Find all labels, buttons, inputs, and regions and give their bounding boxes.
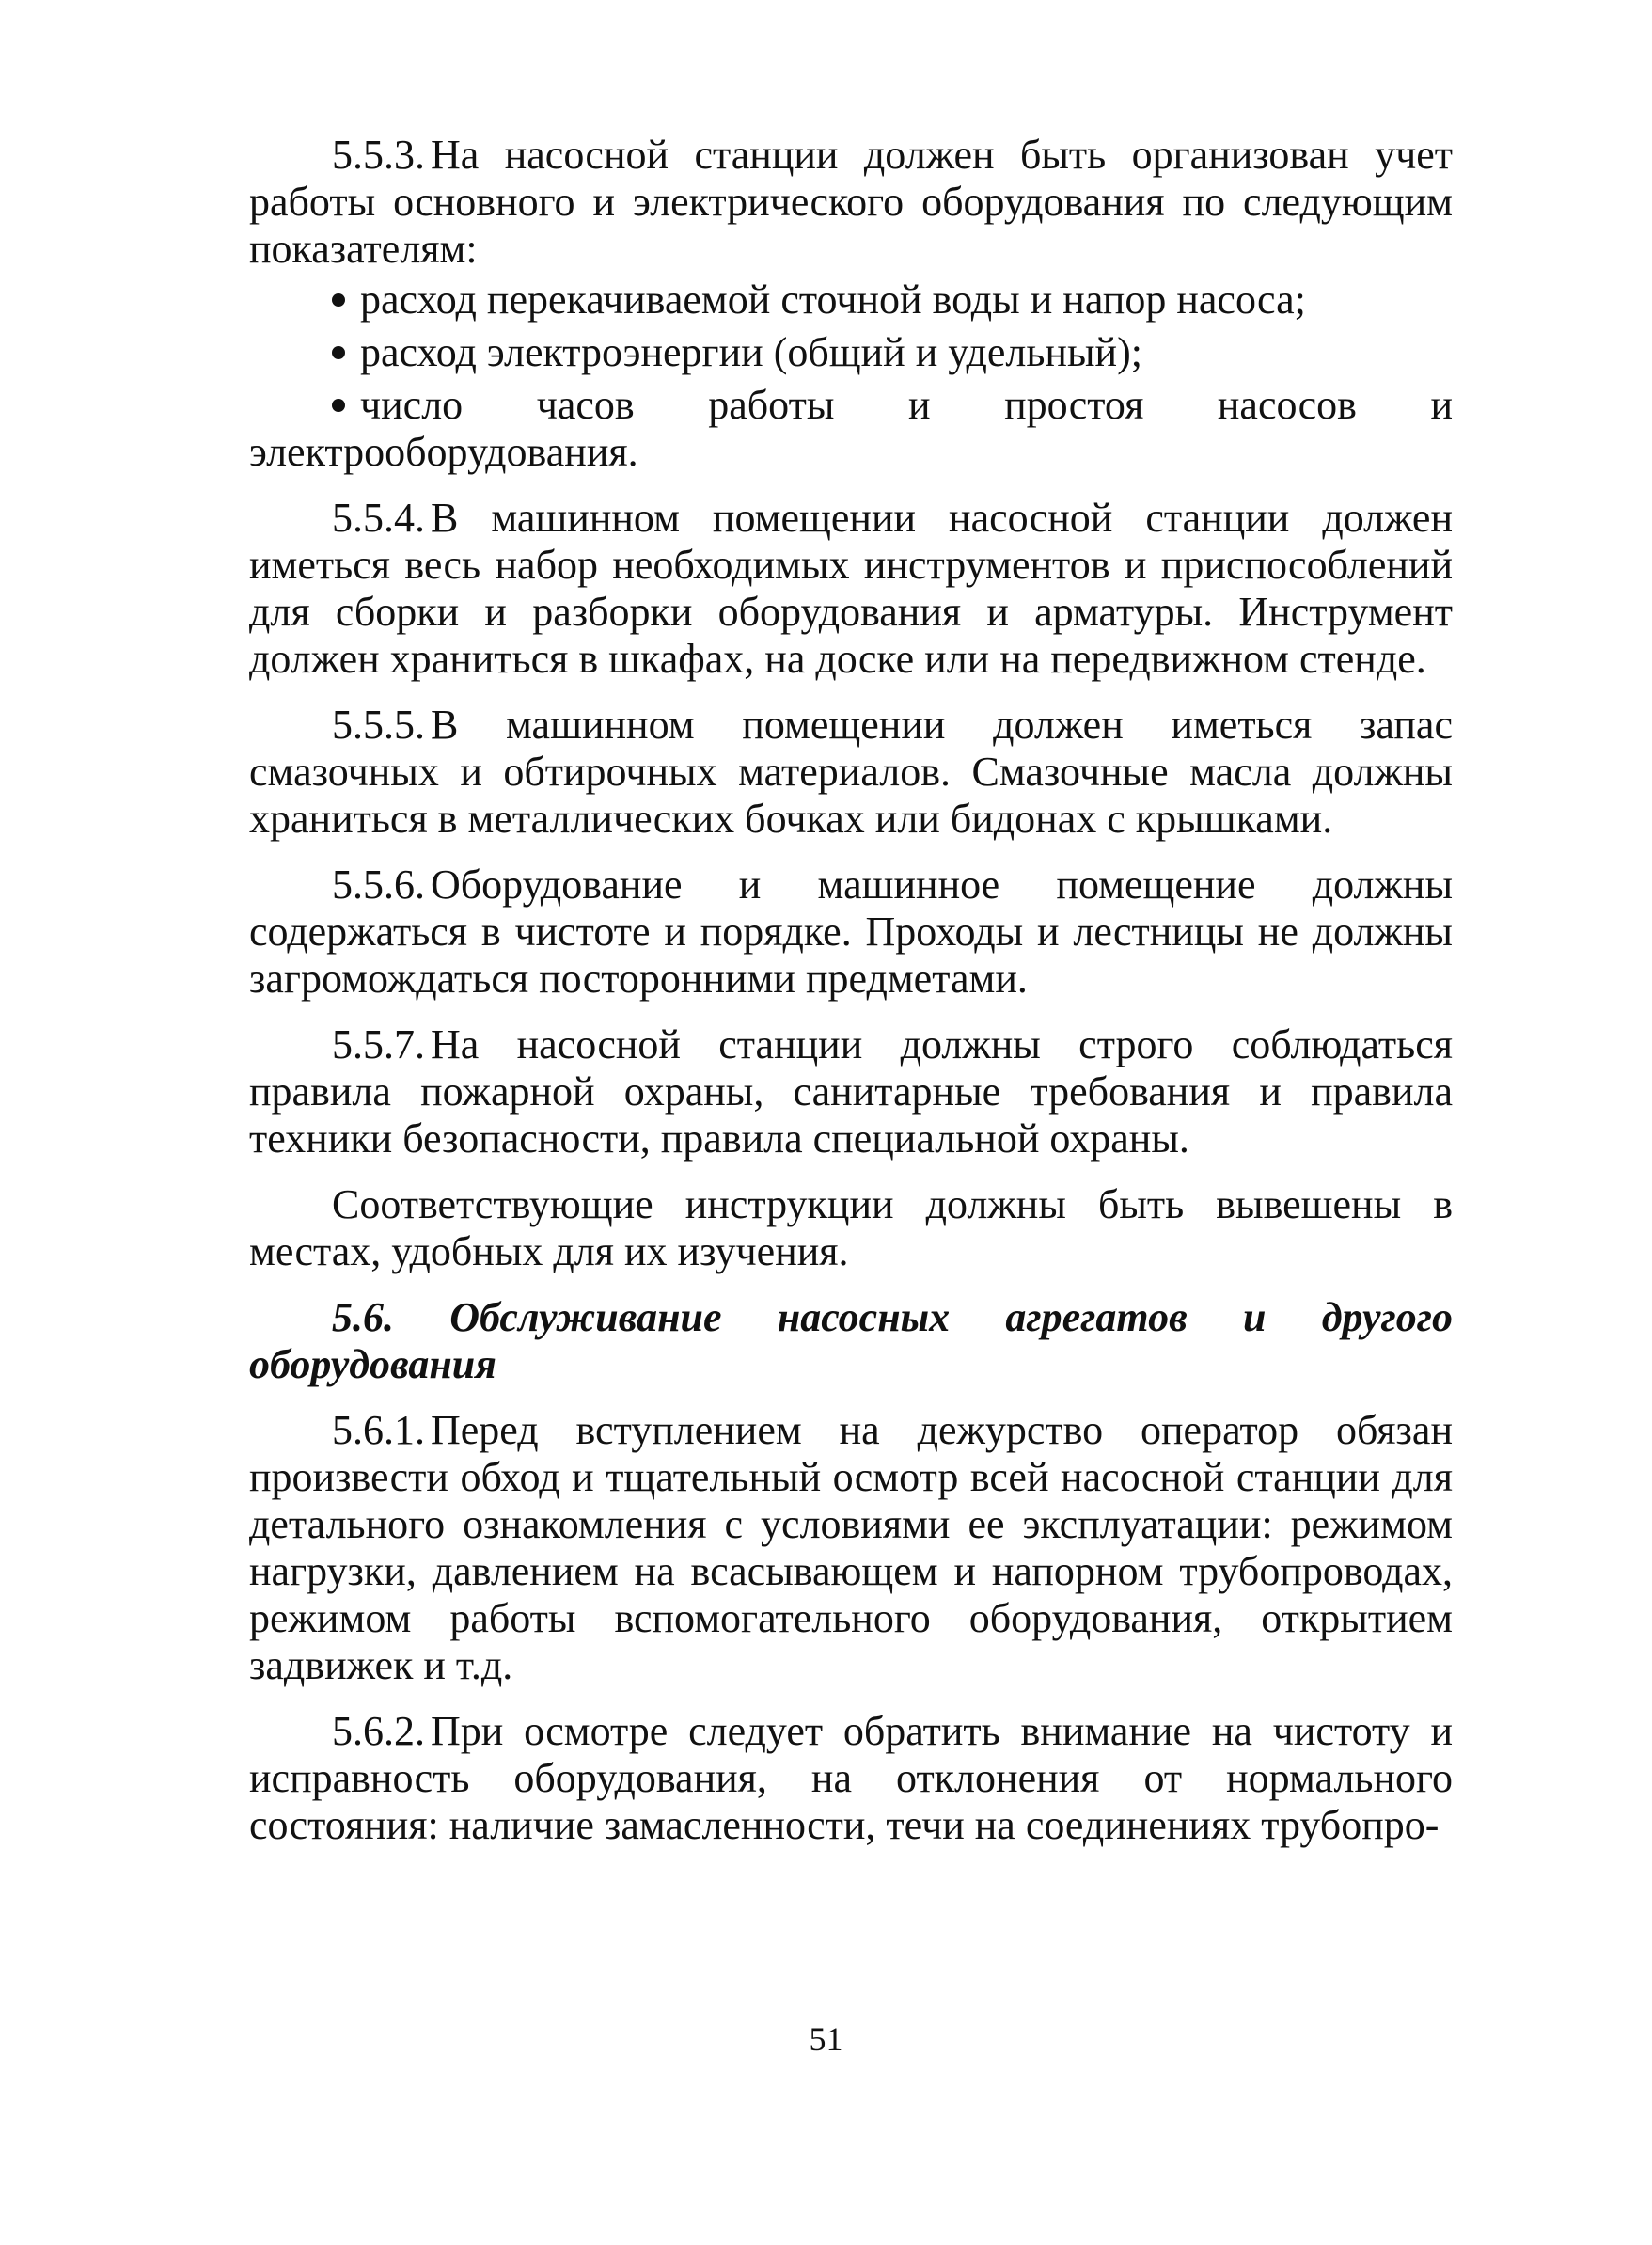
paragraph-text: Перед вступлением на дежурство оператор обязан произвести обход и тщательный осмотр всей насосной станции для детального ознакомления с условиями ее эксплуатации: режимом нагрузки, давлением на всасывающем и напорном трубопроводах, режимом работы вспомогательного оборудования, открытием задвижек и т.д. [249,1407,1453,1688]
paragraph-text: При осмотре следует обратить внимание на чистоту и исправность оборудования, на отклонения от нормального состояния: наличие замасленности, течи на соединениях трубопро- [249,1708,1453,1848]
paragraph-5-6-2 [249,1708,1453,1849]
paragraph-text: На насосной станции должен быть организован учет работы основного и электрического оборудования по следующим показателям: [249,132,1453,272]
paragraph-number: 5.6.1. [332,1407,425,1453]
paragraph-number: 5.5.7. [332,1021,425,1067]
bullet-icon [332,293,345,307]
list-item [249,277,1453,324]
list-item-text: число часов работы и простоя насосов и электрооборудования. [249,382,1453,475]
paragraph-text: В машинном помещении насосной станции должен иметься весь набор необходимых инструментов и приспособлений для сборки и разборки оборудования и арматуры. Инструмент должен храниться в шкафах, на доске или на передвижном стенде. [249,495,1453,682]
paragraph-5-5-7 [249,1021,1453,1162]
paragraph-5-5-6 [249,862,1453,1003]
paragraph-text: На насосной станции должны строго соблюдаться правила пожарной охраны, санитарные требования и правила техники безопасности, правила специальной охраны. [249,1021,1453,1162]
paragraph-text: Оборудование и машинное помещение должны содержаться в чистоте и порядке. Проходы и лестницы не должны загромождаться посторонними предметами. [249,862,1453,1002]
page-number: 51 [809,2020,843,2058]
section-heading-5-6: 5.6. Обслуживание насосных агрегатов и другого оборудования [249,1294,1453,1387]
paragraph-5-6-1 [249,1407,1453,1689]
paragraph-number: 5.6.2. [332,1708,425,1754]
paragraph-number: 5.5.3. [332,132,425,178]
paragraph-number: 5.5.5. [332,702,425,748]
paragraph-5-5-3 [249,132,1453,273]
paragraph-text: В машинном помещении должен иметься запас смазочных и обтирочных материалов. Смазочные масла должны храниться в металлических бочках или бидонах с крышками. [249,702,1453,842]
paragraph-number: 5.5.4. [332,495,425,541]
list-item-text: расход перекачиваемой сточной воды и напор насоса; [360,277,1306,323]
paragraph-5-5-7-note: Соответствующие инструкции должны быть вывешены в местах, удобных для их изучения. [249,1181,1453,1274]
paragraph-5-5-5 [249,702,1453,843]
list-item [249,329,1453,376]
document-page [249,132,1453,1868]
bullet-icon [332,399,345,412]
bullet-icon [332,346,345,359]
list-item-text: расход электроэнергии (общий и удельный); [360,329,1142,375]
list-item [249,382,1453,476]
paragraph-number: 5.5.6. [332,862,425,908]
paragraph-5-5-4 [249,495,1453,683]
